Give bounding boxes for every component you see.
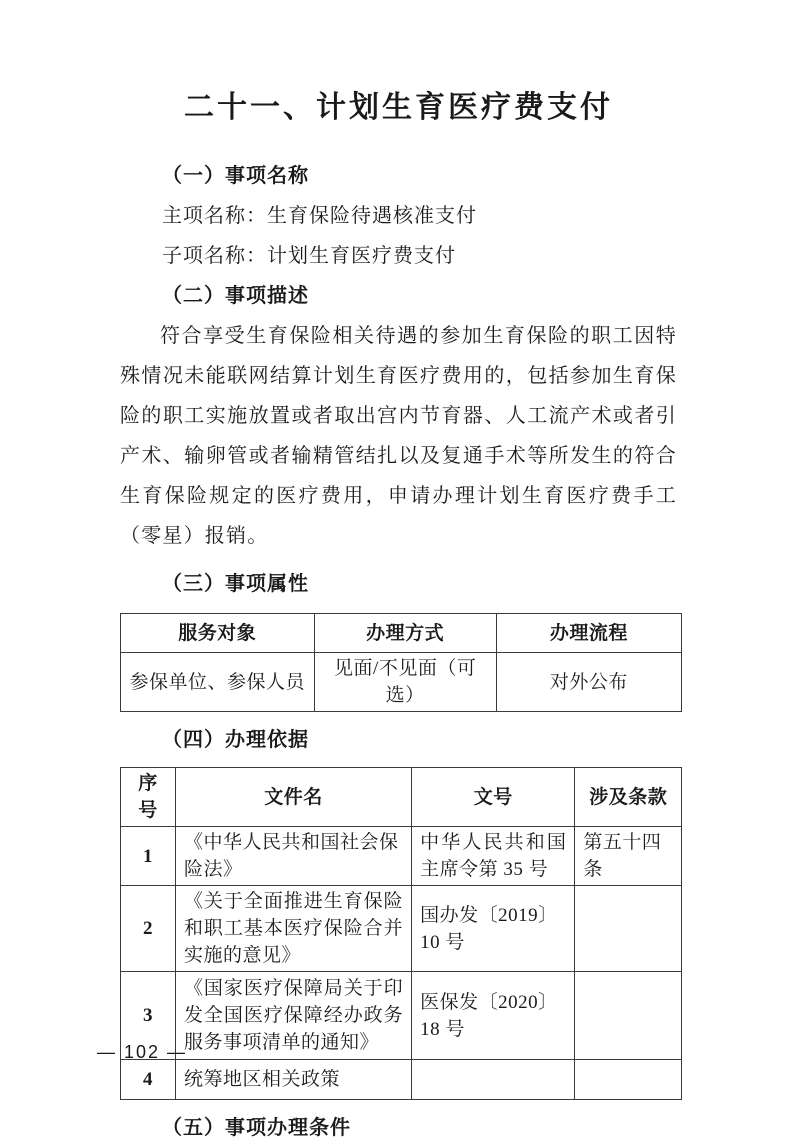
- attr-cell-service-target: 参保单位、参保人员: [121, 653, 315, 712]
- main-item-line: 主项名称：生育保险待遇核准支付: [162, 205, 477, 227]
- section-heading-4: （四）办理依据: [162, 729, 309, 751]
- basis-cell-document: 《关于全面推进生育保险和职工基本医疗保险合并实施的意见》: [175, 886, 411, 972]
- page-title: 二十一、计划生育医疗费支付: [184, 91, 613, 124]
- basis-table-row: [121, 886, 682, 972]
- section-heading-2: （二）事项描述: [162, 285, 309, 307]
- basis-cell-clauses: [575, 1060, 682, 1100]
- basis-cell-clauses: 第五十四条: [575, 827, 682, 886]
- basis-cell-index: 4: [121, 1060, 176, 1100]
- basis-header-doc-number: 文号: [412, 768, 575, 827]
- section-heading-3: （三）事项属性: [162, 573, 309, 595]
- basis-cell-doc-number: 医保发〔2020〕18 号: [412, 972, 575, 1060]
- basis-header-document: 文件名: [175, 768, 411, 827]
- attr-header-service-target: 服务对象: [121, 614, 315, 653]
- basis-header-index: 序号: [121, 768, 176, 827]
- attr-cell-process: 对外公布: [496, 653, 681, 712]
- attribute-table: [120, 613, 682, 712]
- basis-table-row: [121, 827, 682, 886]
- basis-cell-doc-number: 中华人民共和国主席令第 35 号: [412, 827, 575, 886]
- attribute-table-row: [121, 653, 682, 712]
- basis-cell-document: 《国家医疗保障局关于印发全国医疗保障经办政务服务事项清单的通知》: [175, 972, 411, 1060]
- basis-cell-index: 3: [121, 972, 176, 1060]
- basis-cell-doc-number: 国办发〔2019〕10 号: [412, 886, 575, 972]
- description-paragraph: 符合享受生育保险相关待遇的参加生育保险的职工因特殊情况未能联网结算计划生育医疗费用的，包括参加生育保险的职工实施放置或者取出宫内节育器、人工流产术或者引产术、输卵管或者输精管结扎以及复通手术等所发生的符合生育保险规定的医疗费用，申请办理计划生育医疗费手工（零星）报销。: [120, 325, 677, 547]
- basis-table: [120, 767, 682, 1100]
- basis-cell-document: 《中华人民共和国社会保险法》: [175, 827, 411, 886]
- attribute-table-header-row: [121, 614, 682, 653]
- basis-header-clauses: 涉及条款: [575, 768, 682, 827]
- basis-cell-clauses: [575, 972, 682, 1060]
- attr-header-handling-mode: 办理方式: [314, 614, 496, 653]
- basis-cell-index: 1: [121, 827, 176, 886]
- basis-cell-document: 统筹地区相关政策: [175, 1060, 411, 1100]
- section-heading-5: （五）事项办理条件: [162, 1117, 351, 1139]
- basis-table-row: [121, 972, 682, 1060]
- page-number: — 102 —: [97, 1042, 188, 1062]
- attr-header-process: 办理流程: [496, 614, 681, 653]
- basis-cell-doc-number: [412, 1060, 575, 1100]
- basis-cell-index: 2: [121, 886, 176, 972]
- sub-item-line: 子项名称：计划生育医疗费支付: [162, 245, 456, 267]
- basis-cell-clauses: [575, 886, 682, 972]
- basis-table-header-row: [121, 768, 682, 827]
- section-heading-1: （一）事项名称: [162, 165, 309, 187]
- basis-table-row: [121, 1060, 682, 1100]
- attr-cell-handling-mode: 见面/不见面（可选）: [314, 653, 496, 712]
